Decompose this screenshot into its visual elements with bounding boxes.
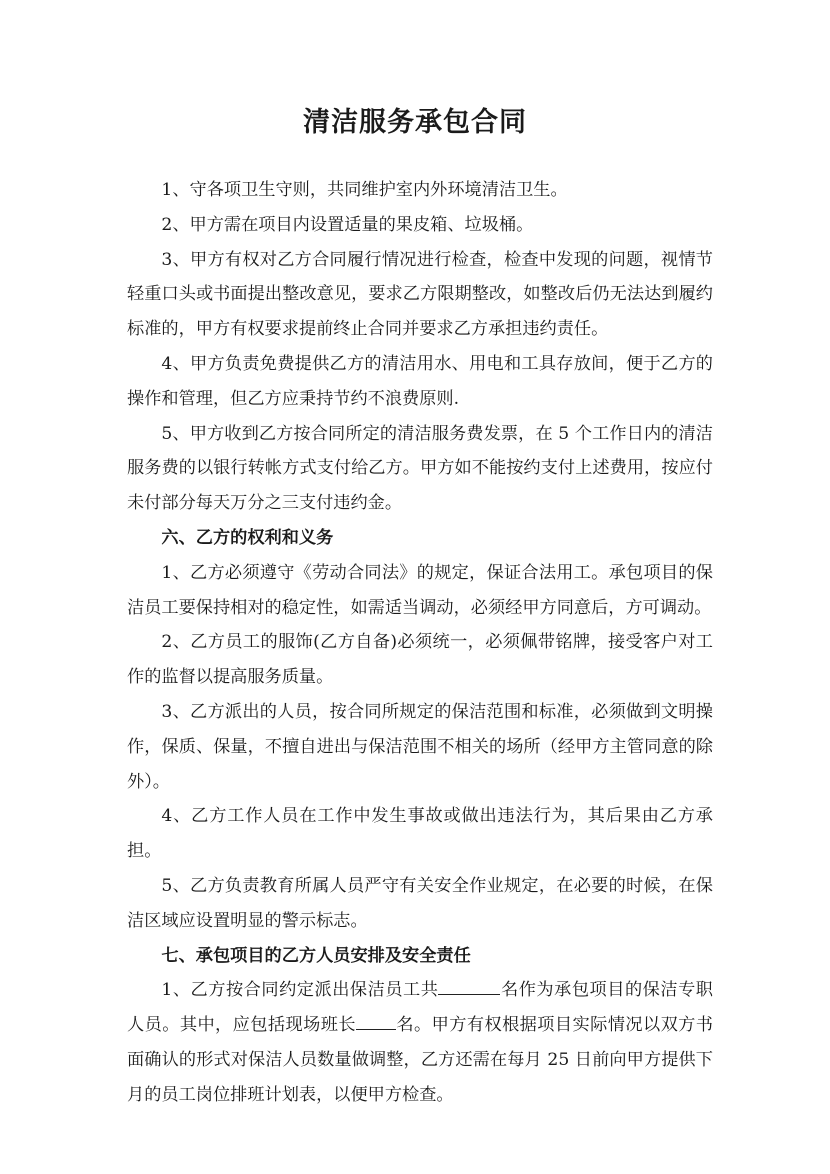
section-6-heading: 六、乙方的权利和义务 (161, 527, 334, 548)
staff-count-blank (438, 975, 500, 995)
section-6-clause-5: 5、乙方负责教育所属人员严守有关安全作业规定，在必要的时候，在保洁区域应设置明显的警示标志。 (127, 875, 713, 931)
document-title: 清洁服务承包合同 (303, 107, 527, 138)
clause-2: 2、甲方需在项目内设置适量的果皮箱、垃圾桶。 (161, 214, 534, 235)
section-6-clause-3: 3、乙方派出的人员，按合同所规定的保洁范围和标准，必须做到文明操作，保质、保量，不擅自进出与保洁范围不相关的场所（经甲方主管同意的除外）。 (127, 701, 713, 792)
clause-1: 1、守各项卫生守则，共同维护室内外环境清洁卫生。 (161, 180, 568, 200)
document-body (127, 173, 713, 1113)
clause-5: 5、甲方收到乙方按合同所定的清洁服务费发票，在 5 个工作日内的清洁服务费的以银行转帐方式支付给乙方。甲方如不能按约支付上述费用，按应付未付部分每天万分之三支付违约金。 (127, 423, 713, 514)
section-7-clause-1 (127, 973, 713, 1112)
section-6-clause-4: 4、乙方工作人员在工作中发生事故或做出违法行为，其后果由乙方承担。 (127, 806, 713, 862)
clause-text: 名作为承包项目的保洁专职人员。其中，应包括现场班长 (127, 980, 713, 1036)
clause-text: 名。甲方有权根据项目实际情况以双方书面确认的形式对保洁人员数量做调整，乙方还需在每月 25 日前向甲方提供下月的员工岗位排班计划表，以便甲方检查。 (127, 1015, 713, 1105)
section-6-clause-1: 1、乙方必须遵守《劳动合同法》的规定，保证合法用工。承包项目的保洁员工要保持相对的稳定性，如需适当调动，必须经甲方同意后，方可调动。 (127, 562, 713, 618)
clause-text: 1、乙方按合同约定派出保洁员工共 (161, 980, 439, 1001)
section-6-clause-2: 2、乙方员工的服饰(乙方自备)必须统一，必须佩带铭牌，接受客户对工作的监督以提高服务质量。 (127, 632, 713, 688)
clause-4: 4、甲方负责免费提供乙方的清洁用水、用电和工具存放间，便于乙方的操作和管理，但乙方应秉持节约不浪费原则. (127, 353, 713, 409)
section-7-heading: 七、承包项目的乙方人员安排及安全责任 (161, 945, 471, 966)
leader-count-blank (356, 1010, 396, 1030)
clause-3: 3、甲方有权对乙方合同履行情况进行检查，检查中发现的问题，视情节轻重口头或书面提出整改意见，要求乙方限期整改，如整改后仍无法达到履约标准的，甲方有权要求提前终止合同并要求乙方承担违约责任。 (127, 249, 713, 340)
